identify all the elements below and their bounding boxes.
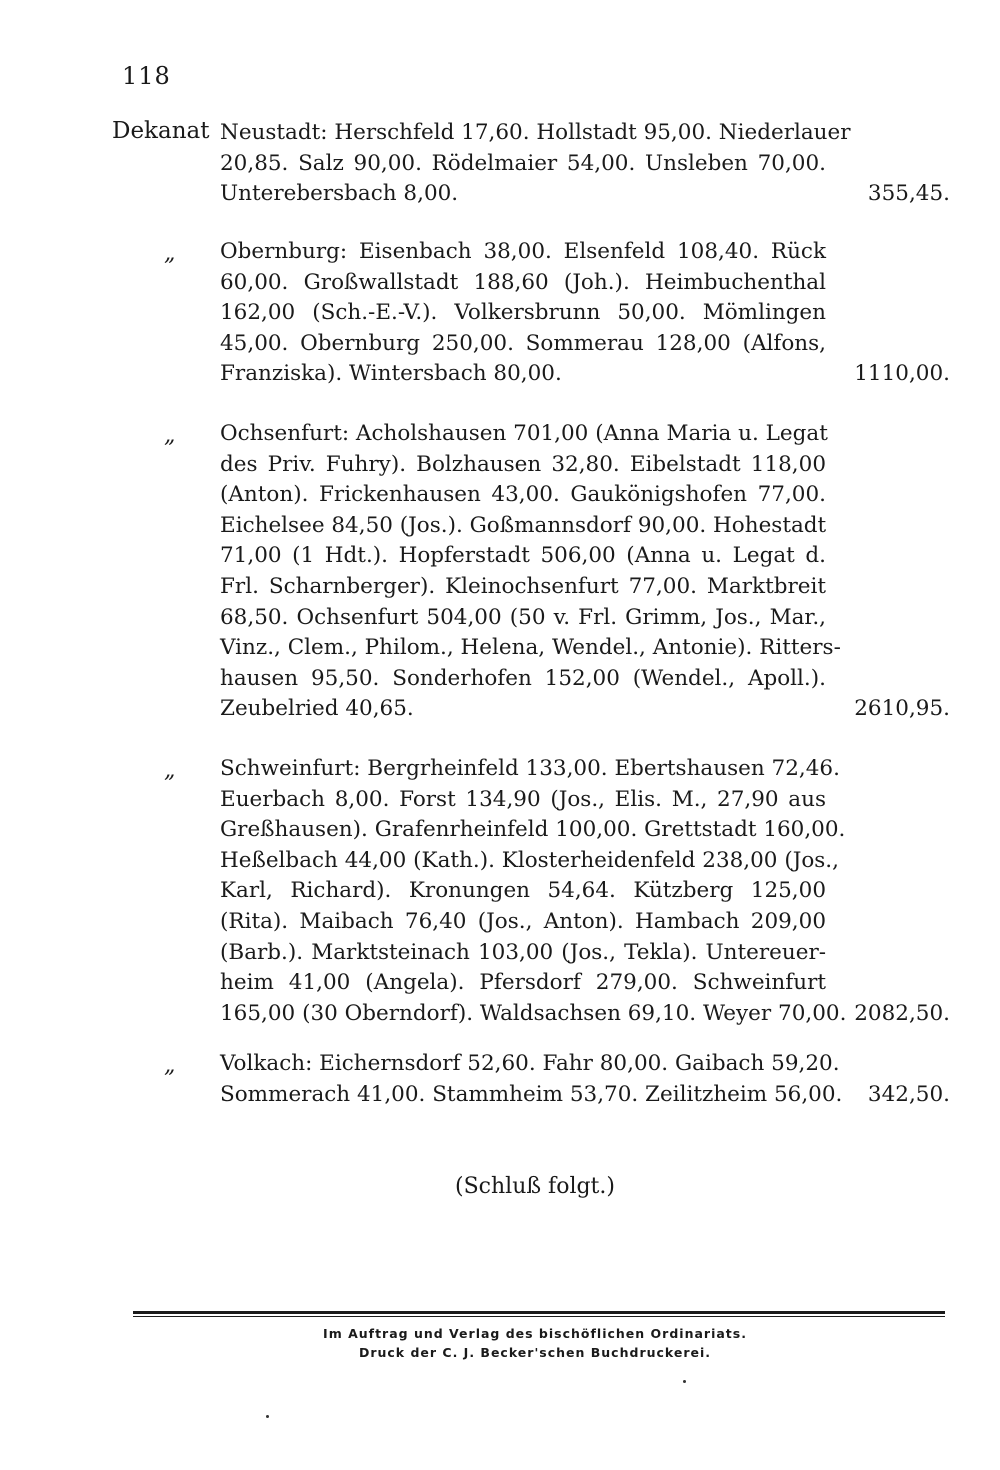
text-line: 60,00. Großwallstadt 188,60 (Joh.). Heimbuchenthal — [220, 269, 826, 295]
deanery-total: 355,45. — [867, 181, 950, 207]
text-line: 45,00. Obernburg 250,00. Sommerau 128,00 (Alfons, — [220, 330, 826, 356]
parish-list — [220, 419, 841, 725]
text-line: (Barb.). Marktsteinach 103,00 (Jos., Tekla). Untereuer- — [220, 939, 826, 965]
print-speck — [266, 1415, 269, 1418]
deanery-total: 342,50. — [867, 1081, 950, 1107]
text-line: 68,50. Ochsenfurt 504,00 (50 v. Frl. Grimm, Jos., Mar., — [220, 604, 826, 630]
text-line: Heßelbach 44,00 (Kath.). Klosterheidenfeld 238,00 (Jos., — [220, 847, 839, 873]
footer-printer: Druck der C. J. Becker'schen Buchdruckerei. — [358, 1345, 712, 1360]
text-line: Euerbach 8,00. Forst 134,90 (Jos., Elis. M., 27,90 aus — [220, 786, 826, 812]
text-line: Unterebersbach 8,00. — [220, 181, 459, 207]
text-line: Zeubelried 40,65. — [220, 696, 414, 722]
text-line: Obernburg: Eisenbach 38,00. Elsenfeld 108,40. Rück — [220, 239, 826, 264]
parish-list — [220, 754, 847, 1029]
print-speck — [683, 1380, 686, 1383]
ditto-mark: „ — [164, 1053, 176, 1078]
footer-rule — [133, 1311, 945, 1314]
ditto-mark: „ — [164, 241, 176, 266]
page-number: 118 — [122, 62, 171, 90]
text-line: Schweinfurt: Bergrheinfeld 133,00. Ebertshausen 72,46. — [220, 756, 840, 781]
text-line: Greßhausen). Grafenrheinfeld 100,00. Grettstadt 160,00. — [220, 817, 846, 843]
deanery-label: Dekanat — [112, 118, 210, 144]
parish-list — [220, 1049, 843, 1110]
deanery-total: 1110,00. — [854, 361, 950, 387]
text-line: 71,00 (1 Hdt.). Hopferstadt 506,00 (Anna u. Legat d. — [220, 543, 826, 569]
footer-publisher: Im Auftrag und Verlag des bischöflichen Ordinariats. — [323, 1326, 747, 1341]
text-line: Vinz., Clem., Philom., Helena, Wendel., Antonie). Ritters- — [220, 635, 841, 661]
text-line: Sommerach 41,00. Stammheim 53,70. Zeilitzheim 56,00. — [220, 1081, 843, 1107]
text-line: (Rita). Maibach 76,40 (Jos., Anton). Hambach 209,00 — [220, 908, 826, 934]
ditto-mark: „ — [164, 758, 176, 783]
text-line: hausen 95,50. Sonderhofen 152,00 (Wendel., Apoll.). — [220, 665, 826, 691]
continuation-note: (Schluß folgt.) — [455, 1174, 615, 1199]
text-line: Ochsenfurt: Acholshausen 701,00 (Anna Maria u. Legat — [220, 421, 828, 446]
text-line: (Anton). Frickenhausen 43,00. Gaukönigshofen 77,00. — [220, 482, 826, 508]
footer-rule-thin — [133, 1316, 945, 1317]
text-line: 162,00 (Sch.-E.-V.). Volkersbrunn 50,00. Mömlingen — [220, 300, 826, 326]
parish-list — [220, 237, 826, 390]
text-line: 165,00 (30 Oberndorf). Waldsachsen 69,10. Weyer 70,00. — [220, 1000, 847, 1026]
text-line: 20,85. Salz 90,00. Rödelmaier 54,00. Unsleben 70,00. — [220, 150, 826, 176]
ditto-mark: „ — [164, 423, 176, 448]
text-line: Neustadt: Herschfeld 17,60. Hollstadt 95,00. Niederlauer — [220, 120, 851, 145]
text-line: des Priv. Fuhry). Bolzhausen 32,80. Eibelstadt 118,00 — [220, 451, 826, 477]
text-line: Eichelsee 84,50 (Jos.). Goßmannsdorf 90,00. Hohestadt — [220, 512, 827, 538]
text-line: heim 41,00 (Angela). Pfersdorf 279,00. Schweinfurt — [220, 970, 826, 996]
text-line: Volkach: Eichernsdorf 52,60. Fahr 80,00. Gaibach 59,20. — [220, 1051, 840, 1076]
text-line: Franziska). Wintersbach 80,00. — [220, 361, 562, 387]
parish-list — [220, 118, 851, 210]
deanery-total: 2082,50. — [854, 1000, 950, 1026]
deanery-total: 2610,95. — [854, 696, 950, 722]
text-line: Frl. Scharnberger). Kleinochsenfurt 77,00. Marktbreit — [220, 573, 826, 599]
text-line: Karl, Richard). Kronungen 54,64. Kützberg 125,00 — [220, 878, 826, 904]
